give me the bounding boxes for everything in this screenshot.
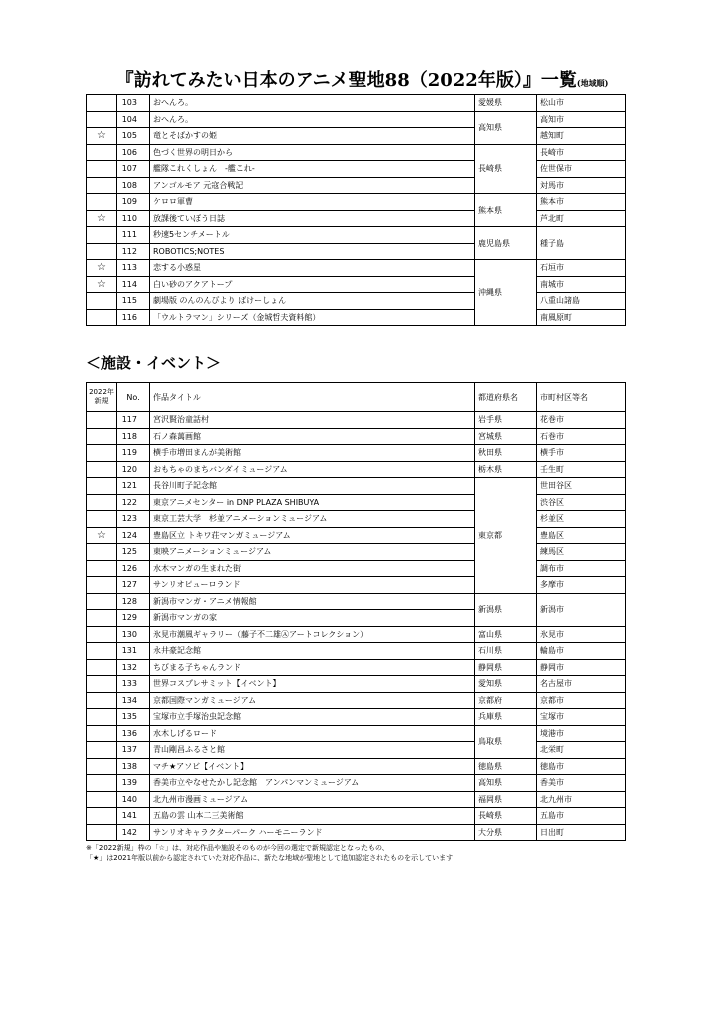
table-cell [87, 709, 117, 726]
table-cell: 高知市 [537, 111, 626, 128]
table-cell: 香美市立やなせたかし記念館 アンパンマンミュージアム [150, 775, 475, 792]
table-cell: 竜とそばかすの姫 [150, 128, 475, 145]
table-cell: 宝塚市 [537, 709, 626, 726]
table-cell: 石ノ森萬画館 [150, 428, 475, 445]
table-cell: 鳥取県 [475, 725, 537, 758]
table-cell: 宝塚市立手塚治虫記念館 [150, 709, 475, 726]
table-cell [87, 243, 117, 260]
table-cell: 永井豪記念館 [150, 643, 475, 660]
table-cell: 沖縄県 [475, 260, 537, 326]
table-cell: 種子島 [537, 227, 626, 260]
table-cell: 京都市 [537, 692, 626, 709]
table-cell: 宮沢賢治童話村 [150, 412, 475, 429]
table-cell: おへんろ。 [150, 111, 475, 128]
table-cell [87, 511, 117, 528]
table-cell: 112 [117, 243, 150, 260]
table-cell: 114 [117, 276, 150, 293]
table-cell: 日出町 [537, 824, 626, 841]
header-no: No. [117, 383, 150, 412]
table-cell: 新潟市マンガ・アニメ情報館 [150, 593, 475, 610]
table-cell: 大分県 [475, 824, 537, 841]
table-cell: 東京工芸大学 杉並アニメーションミュージアム [150, 511, 475, 528]
table-header-row [87, 383, 626, 412]
table-cell: 松山市 [537, 95, 626, 112]
table-cell: 多摩市 [537, 577, 626, 594]
table-cell: 栃木県 [475, 461, 537, 478]
header-pref: 都道府県名 [475, 383, 537, 412]
table-cell: 142 [117, 824, 150, 841]
table-cell [87, 194, 117, 211]
table-cell: 越知町 [537, 128, 626, 145]
table-cell: 秒速5センチメートル [150, 227, 475, 244]
table-cell [87, 659, 117, 676]
section-heading: ＜施設・イベント＞ [86, 354, 222, 372]
table-cell: 対馬市 [537, 177, 626, 194]
table-row [87, 445, 626, 462]
table-cell: 放課後ていぼう日誌 [150, 210, 475, 227]
table-cell [87, 144, 117, 161]
table-cell [87, 610, 117, 627]
table-cell: 宮城県 [475, 428, 537, 445]
table-cell: 109 [117, 194, 150, 211]
table-cell: 輪島市 [537, 643, 626, 660]
table-cell: 107 [117, 161, 150, 178]
title-suffix: (地域順) [576, 78, 609, 88]
table-cell: 色づく世界の明日から [150, 144, 475, 161]
table-row [87, 177, 626, 194]
table-cell: 白い砂のアクアトープ [150, 276, 475, 293]
table-cell [87, 293, 117, 310]
table-cell: 120 [117, 461, 150, 478]
table-cell: 124 [117, 527, 150, 544]
table-cell: 五島の雲 山本二三美術館 [150, 808, 475, 825]
table-cell: 東京都 [475, 478, 537, 594]
table-cell [87, 742, 117, 759]
table-cell: 東映アニメーションミュージアム [150, 544, 475, 561]
table-cell [87, 95, 117, 112]
table-cell: ケロロ軍曹 [150, 194, 475, 211]
table-cell: 高知県 [475, 775, 537, 792]
table-cell: 長崎市 [537, 144, 626, 161]
table-row [87, 824, 626, 841]
table-cell: 139 [117, 775, 150, 792]
table-cell: 132 [117, 659, 150, 676]
table-cell [87, 428, 117, 445]
table-row [87, 692, 626, 709]
table-cell: 八重山諸島 [537, 293, 626, 310]
table-cell: 115 [117, 293, 150, 310]
table-cell: 121 [117, 478, 150, 495]
table-cell: 熊本市 [537, 194, 626, 211]
region-table [86, 94, 626, 326]
table-cell [87, 478, 117, 495]
table-cell [87, 676, 117, 693]
table-cell: 103 [117, 95, 150, 112]
table-cell: おへんろ。 [150, 95, 475, 112]
table-cell: 静岡県 [475, 659, 537, 676]
table-cell [87, 560, 117, 577]
table-row [87, 758, 626, 775]
table-cell: 世田谷区 [537, 478, 626, 495]
table-row [87, 709, 626, 726]
table-cell: 静岡市 [537, 659, 626, 676]
table-cell: 126 [117, 560, 150, 577]
table-cell: 高知県 [475, 111, 537, 144]
table-cell: 愛媛県 [475, 95, 537, 112]
table-cell: 横手市 [537, 445, 626, 462]
table-cell: 徳島市 [537, 758, 626, 775]
table-cell: 名古屋市 [537, 676, 626, 693]
table-cell: 花巻市 [537, 412, 626, 429]
table-cell: 調布市 [537, 560, 626, 577]
table-cell: 新潟市 [537, 593, 626, 626]
table-cell: 111 [117, 227, 150, 244]
table-cell [87, 412, 117, 429]
table-row [87, 95, 626, 112]
footnote-line: ※「2022新規」枠の「☆」は、対応作品や施設そのものが今回の選定で新規認定となったもの、 [86, 844, 389, 852]
table-row [87, 511, 626, 528]
table-cell: おもちゃのまちバンダイミュージアム [150, 461, 475, 478]
table-cell: ☆ [87, 527, 117, 544]
table-cell: 恋する小惑星 [150, 260, 475, 277]
table-cell [87, 161, 117, 178]
table-cell: ☆ [87, 128, 117, 145]
table-cell [87, 808, 117, 825]
table-cell [87, 791, 117, 808]
table-cell [87, 577, 117, 594]
table-cell [87, 593, 117, 610]
table-cell [87, 111, 117, 128]
table-row [87, 544, 626, 561]
table-cell: 127 [117, 577, 150, 594]
table-cell: 134 [117, 692, 150, 709]
table-cell: 愛知県 [475, 676, 537, 693]
table-cell: 116 [117, 309, 150, 326]
table-cell: 北九州市漫画ミュージアム [150, 791, 475, 808]
table-cell: 福岡県 [475, 791, 537, 808]
header-title: 作品タイトル [150, 383, 475, 412]
table-cell: 佐世保市 [537, 161, 626, 178]
table-cell: 渋谷区 [537, 494, 626, 511]
table-cell [87, 309, 117, 326]
table-cell: 新潟県 [475, 593, 537, 626]
table-cell: 新潟市マンガの家 [150, 610, 475, 627]
table-cell [87, 461, 117, 478]
table-cell: 壬生町 [537, 461, 626, 478]
table-cell: 106 [117, 144, 150, 161]
table-cell: 138 [117, 758, 150, 775]
table-cell: 131 [117, 643, 150, 660]
table-row [87, 577, 626, 594]
table-cell: 氷見市 [537, 626, 626, 643]
table-cell: 118 [117, 428, 150, 445]
table-cell: 長崎県 [475, 144, 537, 194]
table-row [87, 478, 626, 495]
table-row [87, 260, 626, 277]
table-row [87, 161, 626, 178]
table-cell: 京都府 [475, 692, 537, 709]
table-cell: 兵庫県 [475, 709, 537, 726]
table-cell: 140 [117, 791, 150, 808]
table-cell: 北九州市 [537, 791, 626, 808]
table-cell: 豊島区 [537, 527, 626, 544]
table-row [87, 791, 626, 808]
table-cell: ROBOTICS;NOTES [150, 243, 475, 260]
table-row [87, 412, 626, 429]
table-row [87, 144, 626, 161]
table-cell [87, 758, 117, 775]
table-cell: 熊本県 [475, 194, 537, 227]
table-cell: 五島市 [537, 808, 626, 825]
table-cell: 「ウルトラマン」シリーズ（金城哲夫資料館） [150, 309, 475, 326]
table-cell: サンリオピューロランド [150, 577, 475, 594]
table-cell: 137 [117, 742, 150, 759]
table-row [87, 293, 626, 310]
table-row [87, 742, 626, 759]
table-cell: 104 [117, 111, 150, 128]
table-cell: 劇場版 のんのんびより ばけーしょん [150, 293, 475, 310]
table-cell: 105 [117, 128, 150, 145]
table-cell: 129 [117, 610, 150, 627]
table-cell: 北栄町 [537, 742, 626, 759]
table-cell: 110 [117, 210, 150, 227]
table-row [87, 527, 626, 544]
table-cell: アンゴルモア 元寇合戦記 [150, 177, 475, 194]
header-new: 2022年 新規 [87, 383, 117, 412]
table-cell [87, 494, 117, 511]
table-cell: 136 [117, 725, 150, 742]
table-row [87, 808, 626, 825]
table-row [87, 725, 626, 742]
table-row [87, 309, 626, 326]
table-cell: 141 [117, 808, 150, 825]
table-cell [87, 544, 117, 561]
table-cell: 艦隊これくしょん -艦これ- [150, 161, 475, 178]
table-row [87, 593, 626, 610]
table-cell: ☆ [87, 276, 117, 293]
table-cell: 南風原町 [537, 309, 626, 326]
table-cell: 113 [117, 260, 150, 277]
footnote-line: 「★」は2021年版以前から認定されていた対応作品に、新たな地域が聖地として追加認定されたものを示しています [86, 854, 454, 862]
table-cell: 長崎県 [475, 808, 537, 825]
footnotes [86, 843, 453, 863]
table-row [87, 626, 626, 643]
table-cell: 氷見市潮風ギャラリー（藤子不二雄Ⓐアートコレクション） [150, 626, 475, 643]
table-cell: 長谷川町子記念館 [150, 478, 475, 495]
table-cell: 富山県 [475, 626, 537, 643]
table-cell: 133 [117, 676, 150, 693]
table-cell: 南城市 [537, 276, 626, 293]
table-cell: 横手市増田まんが美術館 [150, 445, 475, 462]
table-row [87, 643, 626, 660]
table-cell [87, 692, 117, 709]
table-cell: 豊島区立 トキワ荘マンガミュージアム [150, 527, 475, 544]
table-cell: 123 [117, 511, 150, 528]
table-cell: 徳島県 [475, 758, 537, 775]
table-cell: 練馬区 [537, 544, 626, 561]
table-row [87, 276, 626, 293]
table-cell [87, 824, 117, 841]
table-cell: ちびまる子ちゃんランド [150, 659, 475, 676]
table-cell: マチ★アソビ【イベント】 [150, 758, 475, 775]
table-cell [87, 643, 117, 660]
table-cell: 135 [117, 709, 150, 726]
table-cell [87, 725, 117, 742]
table-cell: 石巻市 [537, 428, 626, 445]
table-cell: 108 [117, 177, 150, 194]
table-cell [87, 177, 117, 194]
table-row [87, 494, 626, 511]
table-row [87, 676, 626, 693]
table-row [87, 560, 626, 577]
table-cell: 119 [117, 445, 150, 462]
table-cell: 香美市 [537, 775, 626, 792]
table-cell: 芦北町 [537, 210, 626, 227]
table-cell: サンリオキャラクターパーク ハーモニーランド [150, 824, 475, 841]
table-cell: ☆ [87, 210, 117, 227]
table-row [87, 111, 626, 128]
table-cell [87, 445, 117, 462]
table-row [87, 659, 626, 676]
table-cell: 鹿児島県 [475, 227, 537, 260]
table-cell: 世界コスプレサミット【イベント】 [150, 676, 475, 693]
table-cell: 青山剛昌ふるさと館 [150, 742, 475, 759]
table-cell: 東京アニメセンター in DNP PLAZA SHIBUYA [150, 494, 475, 511]
table-row [87, 775, 626, 792]
table-row [87, 210, 626, 227]
table-cell [87, 227, 117, 244]
header-city: 市町村区等名 [537, 383, 626, 412]
table-cell: 122 [117, 494, 150, 511]
table-row [87, 194, 626, 211]
table-cell: 130 [117, 626, 150, 643]
table-cell: 石川県 [475, 643, 537, 660]
table-cell: 秋田県 [475, 445, 537, 462]
table-cell: ☆ [87, 260, 117, 277]
table-cell: 石垣市 [537, 260, 626, 277]
facility-table [86, 382, 626, 841]
table-cell: 117 [117, 412, 150, 429]
page-title: 『訪れてみたい日本のアニメ聖地88（2022年版）』一覧(地域順) [115, 70, 609, 91]
table-cell [87, 775, 117, 792]
table-cell: 125 [117, 544, 150, 561]
table-row [87, 461, 626, 478]
table-row [87, 428, 626, 445]
table-cell: 水木しげるロード [150, 725, 475, 742]
table-cell: 境港市 [537, 725, 626, 742]
table-cell: 128 [117, 593, 150, 610]
table-cell [87, 626, 117, 643]
table-cell: 杉並区 [537, 511, 626, 528]
table-cell: 水木マンガの生まれた街 [150, 560, 475, 577]
table-cell: 岩手県 [475, 412, 537, 429]
table-cell: 京都国際マンガミュージアム [150, 692, 475, 709]
table-row [87, 227, 626, 244]
table-row [87, 128, 626, 145]
